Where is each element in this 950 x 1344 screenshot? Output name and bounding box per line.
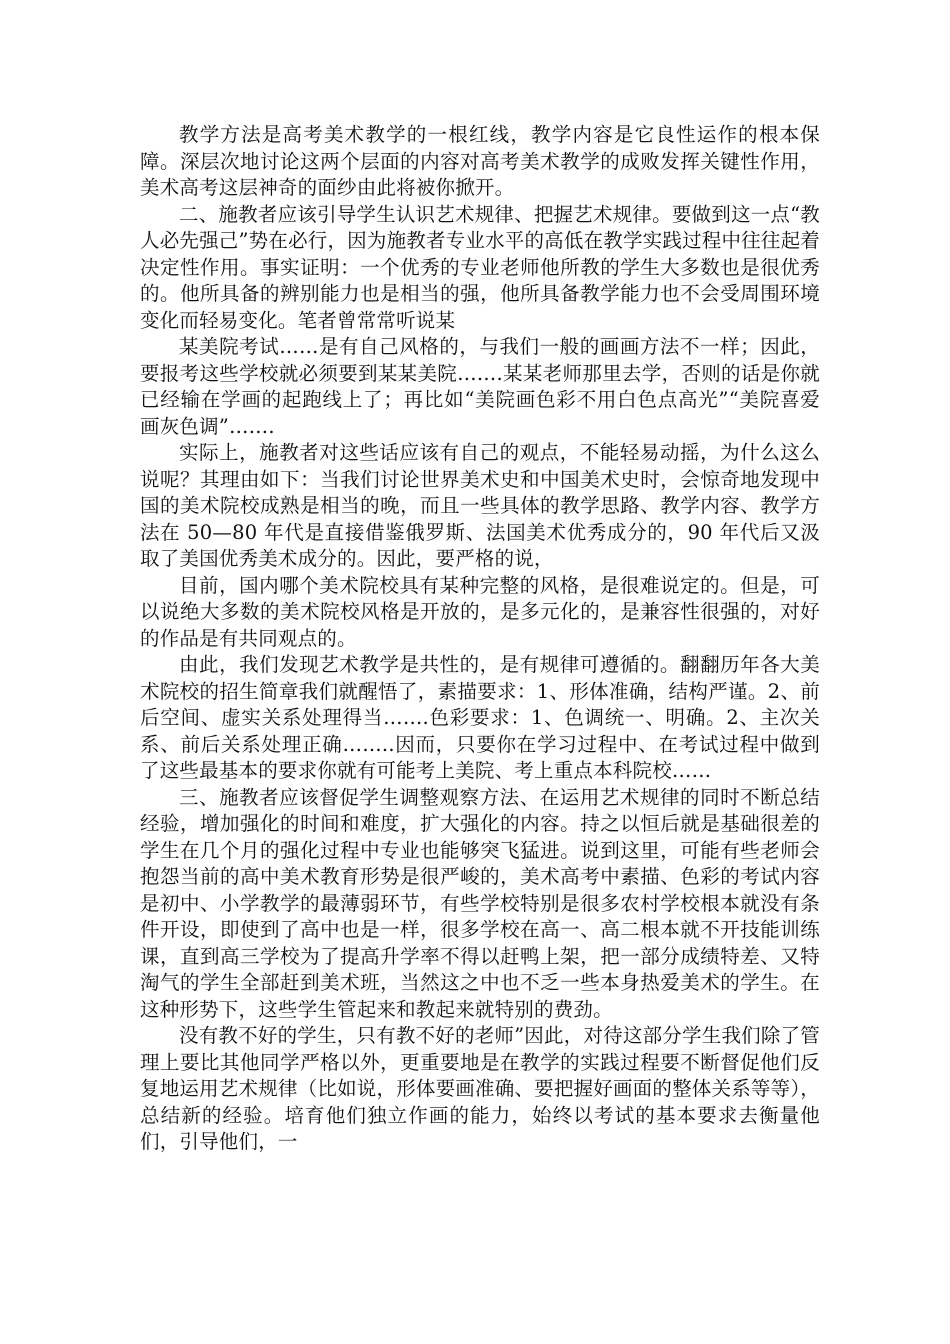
paragraph-academy-exam: 某美院考试……是有自己风格的，与我们一般的画画方法不一样；因此，要报考这些学校就必须要到某某美院…….某某老师那里去学，否则的话是你就已经输在学画的起跑线上了；再比如“美院画色彩不用白色点高光”“美院喜爱画灰色调”…….	[140, 335, 820, 438]
paragraph-section-two: 二、施教者应该引导学生认识艺术规律、把握艺术规律。要做到这一点“教人必先强己”势在必行，因为施教者专业水平的高低在教学实践过程中往往起着决定性作用。事实证明：一个优秀的专业老师他所教的学生大多数也是很优秀的。他所具备的辨别能力也是相当的强，他所具备教学能力也不会受周围环境变化而轻易变化。笔者曾常常听说某	[140, 202, 820, 332]
paragraph-teaching-method: 教学方法是高考美术教学的一根红线，教学内容是它良性运作的根本保障。深层次地讨论这两个层面的内容对高考美术教学的成败发挥关键性作用，美术高考这层神奇的面纱由此将被你掀开。	[140, 123, 820, 199]
paragraph-currently: 目前，国内哪个美术院校具有某种完整的风格，是很难说定的。但是，可以说绝大多数的美术院校风格是开放的，是多元化的，是兼容性很强的，对好的作品是有共同观点的。	[140, 573, 820, 650]
paragraph-therefore: 由此，我们发现艺术教学是共性的，是有规律可遵循的。翻翻历年各大美术院校的招生简章我们就醒悟了，素描要求：1、形体准确，结构严谨。2、前后空间、虚实关系处理得当…….色彩要求：1、色调统一、明确。2、主次关系、前后关系处理正确……..因而，只要你在学习过程中、在考试过程中做到了这些最基本的要求你就有可能考上美院、考上重点本科院校……	[140, 653, 820, 782]
paragraph-no-bad-students: 没有教不好的学生，只有教不好的老师”因此，对待这部分学生我们除了管理上要比其他同学严格以外，更重要地是在教学的实践过程要不断督促他们反复地运用艺术规律（比如说，形体要画准确、要把握好画面的整体关系等等），总结新的经验。培育他们独立作画的能力，始终以考试的基本要求去衡量他们，引导他们，一	[140, 1024, 820, 1153]
paragraph-section-three: 三、施教者应该督促学生调整观察方法、在运用艺术规律的同时不断总结经验，增加强化的时间和难度，扩大强化的内容。持之以恒后就是基础很差的学生在几个月的强化过程中专业也能够突飞猛进。说到这里，可能有些老师会抱怨当前的高中美术教育形势是很严峻的，美术高考中素描、色彩的考试内容是初中、小学教学的最薄弱环节，有些学校特别是很多农村学校根本就没有条件开设，即使到了高中也是一样，很多学校在高一、高二根本就不开技能训练课，直到高三学校为了提高升学率不得以赶鸭上架，把一部分成绩特差、又特淘气的学生全部赶到美术班，当然这之中也不乏一些本身热爱美术的学生。在这种形势下，这些学生管起来和教起来就特别的费劲。	[140, 785, 820, 1021]
document-body	[140, 122, 820, 1156]
paragraph-in-fact: 实际上，施教者对这些话应该有自己的观点，不能轻易动摇，为什么这么说呢？其理由如下：当我们讨论世界美术史和中国美术史时，会惊奇地发现中国的美术院校成熟是相当的晚，而且一些具体的教学思路、教学内容、教学方法在 50—80 年代是直接借鉴俄罗斯、法国美术优秀成分的，90 年代后又汲取了美国优秀美术成分的。因此，要严格的说，	[140, 441, 820, 570]
